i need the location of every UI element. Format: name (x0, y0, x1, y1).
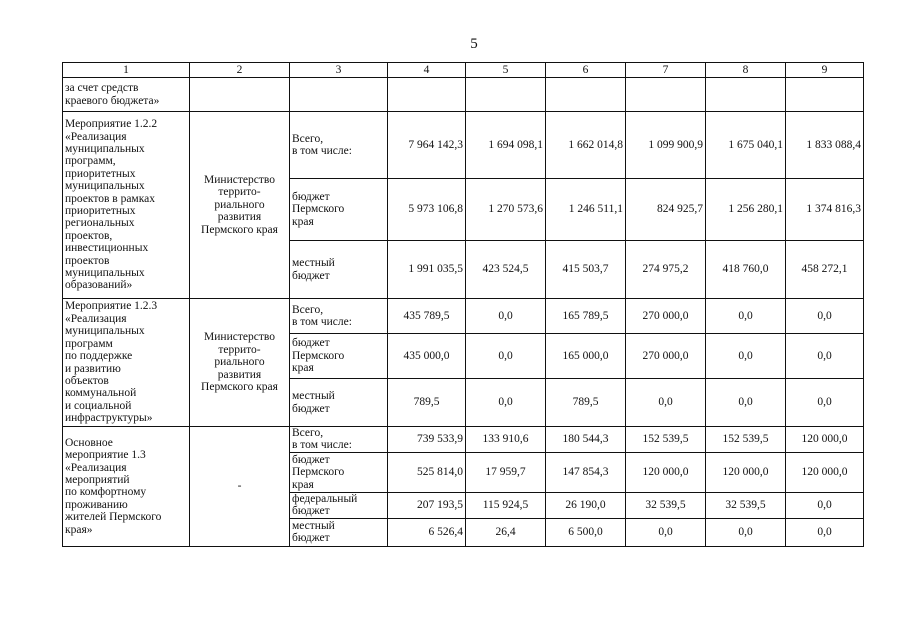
table-row (63, 78, 864, 112)
column-header: 9 (786, 63, 864, 78)
column-header: 5 (466, 63, 546, 78)
executor-name: Министерство террито- риального развития Пермского края (201, 173, 278, 236)
funding-source-cell (290, 492, 388, 518)
amount-cell: 0,0 (786, 379, 864, 427)
amount-cell: 120 000,0 (786, 427, 864, 453)
table-row (63, 112, 864, 179)
amount-cell: 1 694 098,1 (466, 112, 546, 179)
amount-cell: 270 000,0 (626, 334, 706, 379)
amount-cell: 120 000,0 (786, 452, 864, 492)
amount-cell: 1 270 573,6 (466, 179, 546, 241)
column-header: 7 (626, 63, 706, 78)
funding-source-cell (290, 241, 388, 299)
amount-cell: 120 000,0 (626, 452, 706, 492)
amount-cell: 152 539,5 (626, 427, 706, 453)
amount-cell: 1 374 816,3 (786, 179, 864, 241)
amount-cell: 0,0 (466, 299, 546, 334)
table-row (63, 427, 864, 453)
amount-cell: 423 524,5 (466, 241, 546, 299)
amount-cell: 0,0 (706, 379, 786, 427)
empty-cell (706, 78, 786, 112)
amount-cell: 17 959,7 (466, 452, 546, 492)
executor-cell (190, 112, 290, 299)
amount-cell: 1 662 014,8 (546, 112, 626, 179)
amount-cell: 0,0 (706, 518, 786, 546)
page-number: 5 (470, 36, 478, 52)
event-name: Мероприятие 1.2.3 «Реализация муниципальных программ по поддержке и развитию объектов коммунальной и социальной инфраструктуры» (65, 300, 158, 425)
event-name: Основное мероприятие 1.3 «Реализация мероприятий по комфортному проживанию жителей Пермского края» (65, 436, 162, 536)
amount-cell: 739 533,9 (388, 427, 466, 453)
column-header: 4 (388, 63, 466, 78)
amount-cell: 418 760,0 (706, 241, 786, 299)
amount-cell: 32 539,5 (706, 492, 786, 518)
executor-cell (190, 427, 290, 547)
funding-source: Всего, в том числе: (292, 427, 352, 452)
funding-source: местный бюджет (292, 390, 335, 415)
column-header: 8 (706, 63, 786, 78)
empty-cell (546, 78, 626, 112)
amount-cell: 26 190,0 (546, 492, 626, 518)
amount-cell: 789,5 (546, 379, 626, 427)
empty-cell (786, 78, 864, 112)
amount-cell: 270 000,0 (626, 299, 706, 334)
amount-cell: 26,4 (466, 518, 546, 546)
amount-cell: 0,0 (626, 379, 706, 427)
budget-table (62, 62, 864, 547)
amount-cell: 0,0 (466, 379, 546, 427)
event-name-cell (63, 78, 190, 112)
column-header: 6 (546, 63, 626, 78)
amount-cell: 415 503,7 (546, 241, 626, 299)
amount-cell: 115 924,5 (466, 492, 546, 518)
amount-cell: 0,0 (786, 299, 864, 334)
table-row (63, 299, 864, 334)
amount-cell: 120 000,0 (706, 452, 786, 492)
funding-source: Всего, в том числе: (292, 132, 352, 157)
funding-source-cell (290, 112, 388, 179)
amount-cell: 824 925,7 (626, 179, 706, 241)
event-name-cell (63, 299, 190, 427)
funding-source: бюджет Пермского края (292, 337, 345, 375)
funding-source-cell (290, 299, 388, 334)
funding-source-cell (290, 427, 388, 453)
event-name: за счет средств краевого бюджета» (65, 82, 160, 107)
header-row (63, 63, 864, 78)
funding-source: бюджет Пермского края (292, 453, 345, 491)
amount-cell: 165 000,0 (546, 334, 626, 379)
amount-cell: 180 544,3 (546, 427, 626, 453)
empty-cell (388, 78, 466, 112)
funding-source: местный бюджет (292, 519, 335, 545)
amount-cell: 1 833 088,4 (786, 112, 864, 179)
column-header: 2 (190, 63, 290, 78)
column-header: 1 (63, 63, 190, 78)
amount-cell: 6 526,4 (388, 518, 466, 546)
amount-cell: 0,0 (626, 518, 706, 546)
amount-cell: 789,5 (388, 379, 466, 427)
funding-source: бюджет Пермского края (292, 190, 345, 228)
amount-cell: 435 000,0 (388, 334, 466, 379)
funding-source: Всего, в том числе: (292, 303, 352, 328)
amount-cell: 6 500,0 (546, 518, 626, 546)
column-header: 3 (290, 63, 388, 78)
funding-source-cell (290, 518, 388, 546)
amount-cell: 0,0 (706, 299, 786, 334)
empty-cell (190, 78, 290, 112)
empty-cell (466, 78, 546, 112)
amount-cell: 0,0 (706, 334, 786, 379)
amount-cell: 0,0 (466, 334, 546, 379)
event-name-cell (63, 112, 190, 299)
funding-source-cell (290, 179, 388, 241)
executor-cell (190, 299, 290, 427)
amount-cell: 458 272,1 (786, 241, 864, 299)
event-name: Мероприятие 1.2.2 «Реализация муниципальных программ, приоритетных муниципальных проектов в рамках приоритетных региональных проектов, инвестиционных проектов муниципальных образований» (65, 118, 158, 292)
amount-cell: 165 789,5 (546, 299, 626, 334)
amount-cell: 1 991 035,5 (388, 241, 466, 299)
amount-cell: 435 789,5 (388, 299, 466, 334)
executor-name: Министерство террито- риального развития Пермского края (201, 331, 278, 394)
amount-cell: 525 814,0 (388, 452, 466, 492)
amount-cell: 0,0 (786, 492, 864, 518)
amount-cell: 274 975,2 (626, 241, 706, 299)
funding-source: местный бюджет (292, 257, 335, 282)
amount-cell: 1 256 280,1 (706, 179, 786, 241)
funding-source-cell (290, 334, 388, 379)
funding-source-cell (290, 452, 388, 492)
executor-name: - (237, 480, 242, 493)
amount-cell: 147 854,3 (546, 452, 626, 492)
amount-cell: 207 193,5 (388, 492, 466, 518)
amount-cell: 32 539,5 (626, 492, 706, 518)
empty-cell (626, 78, 706, 112)
amount-cell: 152 539,5 (706, 427, 786, 453)
amount-cell: 1 246 511,1 (546, 179, 626, 241)
amount-cell: 5 973 106,8 (388, 179, 466, 241)
amount-cell: 1 099 900,9 (626, 112, 706, 179)
amount-cell: 7 964 142,3 (388, 112, 466, 179)
amount-cell: 0,0 (786, 334, 864, 379)
amount-cell: 133 910,6 (466, 427, 546, 453)
funding-source-cell (290, 379, 388, 427)
funding-source: федеральный бюджет (292, 492, 358, 518)
amount-cell: 0,0 (786, 518, 864, 546)
amount-cell: 1 675 040,1 (706, 112, 786, 179)
empty-cell (290, 78, 388, 112)
event-name-cell (63, 427, 190, 547)
